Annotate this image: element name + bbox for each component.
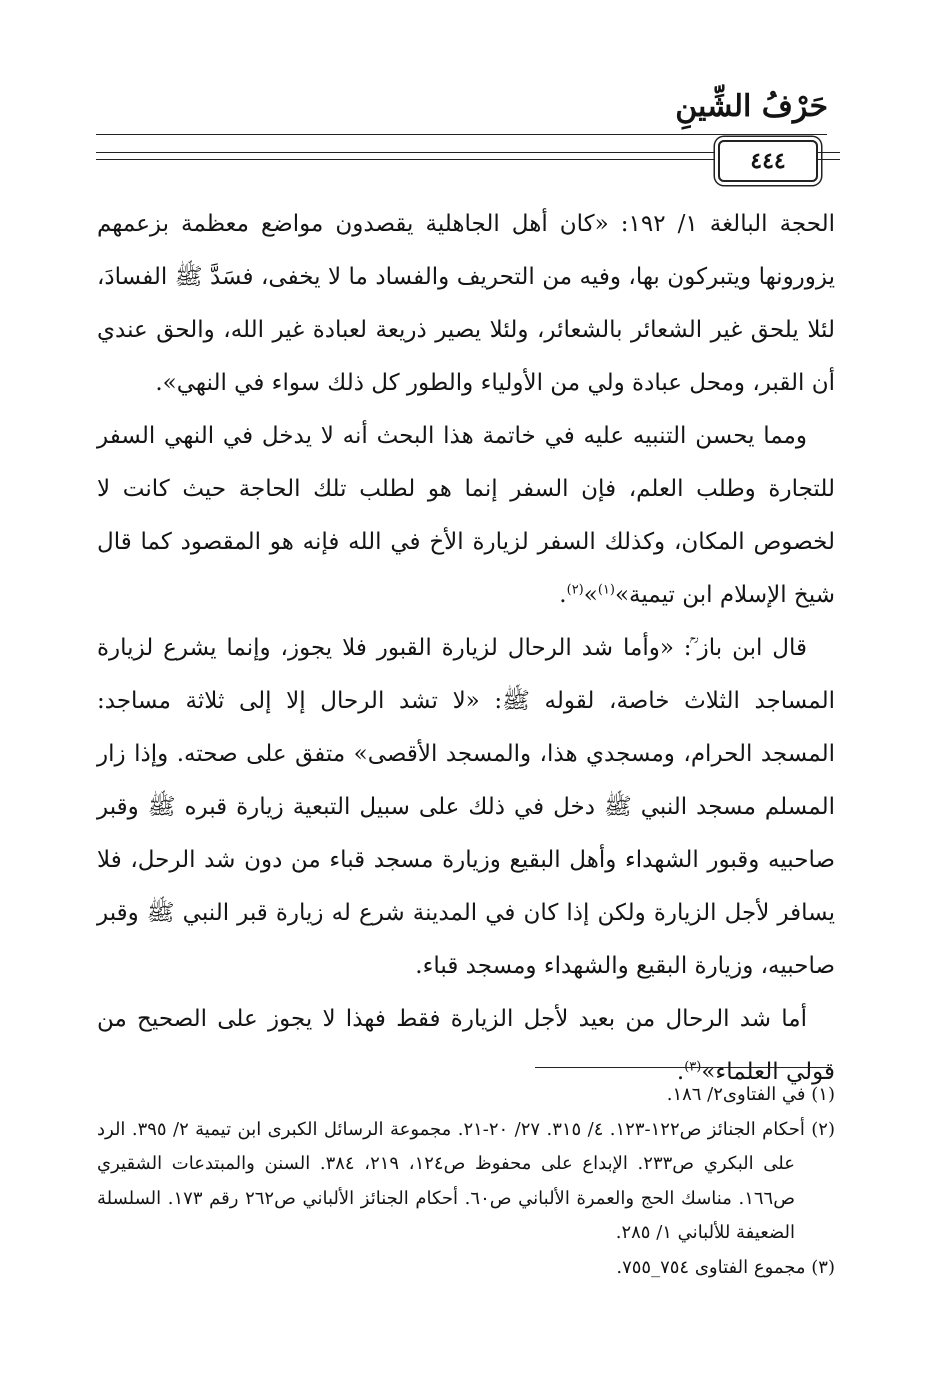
footnote: (٢) أحكام الجنائز ص١٢٢-١٢٣. ٤/ ٣١٥. ٢٧/ ٢٠-٢١. مجموعة الرسائل الكبرى ابن تيمية ٢/ ٣٩٥. الرد على البكري ص٢٣٣. الإبداع على محفوظ ص١٢٤، ٢١٩، ٣٨٤. السنن والمبتدعات الشقيري ص١٦٦. مناسك الحج والعمرة الألباني ص٦٠. أحكام الجنائز الألباني ص٢٦٢ رقم ١٧٣. السلسلة الضعيفة للألباني ١/ ٢٨٥. <box>97 1118 835 1243</box>
paragraph <box>97 410 835 622</box>
header-double-line-left <box>96 152 714 160</box>
paragraph: الحجة البالغة ١/ ١٩٢: «كان أهل الجاهلية يقصدون مواضع معظمة بزعمهم يزورونها ويتبركون بها، وفيه من التحريف والفساد ما لا يخفى، فسَدَّ ﷺ الفسادَ، لئلا يلحق غير الشعائر بالشعائر، ولئلا يصير ذريعة لعبادة غير الله، والحق عندي أن القبر، ومحل عبادة ولي من الأولياء والطور كل ذلك سواء في النهي». <box>97 211 836 396</box>
footnote-ref: (١) <box>597 582 615 598</box>
footnotes <box>97 1078 835 1285</box>
footnote-ref: (٣) <box>684 1059 702 1075</box>
quote-mark: » <box>583 582 598 608</box>
period: . <box>559 582 567 608</box>
paragraph: قال ابن باز ؒ: «وأما شد الرحال لزيارة القبور فلا يجوز، وإنما يشرع لزيارة المساجد الثلاث خاصة، لقوله ﷺ: «لا تشد الرحال إلا إلى ثلاثة مساجد: المسجد الحرام، ومسجدي هذا، والمسجد الأقصى» متفق على صحته. وإذا زار المسلم مسجد النبي ﷺ دخل في ذلك على سبيل التبعية زيارة قبره ﷺ وقبر صاحبيه وقبور الشهداء وأهل البقيع وزيارة مسجد قباء من دون شد الرحل، فلا يسافر لأجل الزيارة ولكن إذا كان في المدينة شرع له زيارة قبر النبي ﷺ وقبر صاحبيه، وزيارة البقيع والشهداء ومسجد قباء. <box>97 635 835 979</box>
page-number-bar <box>96 140 840 182</box>
paragraph-text: أما شد الرحال من بعيد لأجل الزيارة فقط فهذا لا يجوز على الصحيح من قولي العلماء» <box>97 1006 835 1085</box>
paragraph-text: ومما يحسن التنبيه عليه في خاتمة هذا البحث أنه لا يدخل في النهي السفر للتجارة وطلب العلم، فإن السفر إنما هو لطلب تلك الحاجة حيث كانت لا لخصوص المكان، وكذلك السفر لزيارة الأخ في الله فإنه هو المقصود كما قال شيخ الإسلام ابن تيمية» <box>97 423 835 608</box>
period: . <box>676 1059 685 1085</box>
body-text <box>97 198 835 1099</box>
page-number: ٤٤٤ <box>718 140 818 182</box>
footnote: (٣) مجموع الفتاوى ٧٥٤_٧٥٥. <box>616 1256 835 1278</box>
footnote-ref: (٢) <box>566 582 584 598</box>
footnote: (١) في الفتاوى٢/ ١٨٦. <box>666 1084 835 1105</box>
header-rule <box>96 134 827 135</box>
chapter-title: حَرْفُ الشِّينِ <box>675 89 828 124</box>
header-double-line-right <box>818 152 840 160</box>
footnote-separator <box>535 1067 831 1068</box>
